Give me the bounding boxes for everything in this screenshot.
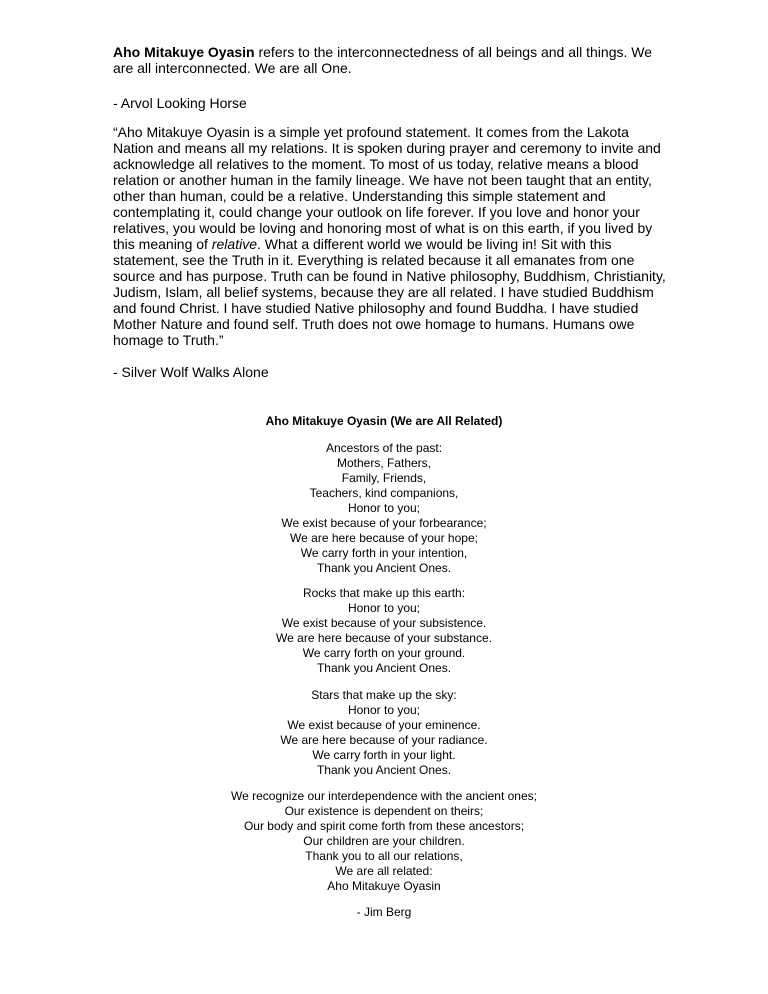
poem-stanza-4 <box>0 789 768 894</box>
poem-line: Family, Friends, <box>341 471 427 485</box>
poem-line: Thank you to all our relations, <box>305 849 463 863</box>
poem-stanza-3 <box>0 688 768 778</box>
poem-line: We are here because of your hope; <box>290 531 478 545</box>
poem-line: Teachers, kind companions, <box>309 486 459 500</box>
poem-stanza-2 <box>0 586 768 676</box>
poem-line: Our body and spirit come forth from these ancestors; <box>243 819 525 833</box>
poem-line: Rocks that make up this earth: <box>302 586 466 600</box>
poem-author: - Jim Berg <box>356 905 412 919</box>
quote-text-end: . What a different world we would be living in! Sit with this statement, see the Truth in it. Everything is related because it all emanates from one source and has purpose. Truth can be found in Native philosophy, Buddhism, Christianity, Judism, Islam, all belief systems, because they are all related. I have studied Buddhism and found Christ. I have studied Native philosophy and found Buddha. I have studied Mother Nature and found self. Truth does not owe homage to humans. Humans owe homage to Truth.” <box>113 236 666 348</box>
poem-line: We are here because of your radiance. <box>280 733 488 747</box>
poem-title: Aho Mitakuye Oyasin (We are All Related) <box>265 414 503 428</box>
poem-line: Honor to you; <box>347 501 421 515</box>
intro-paragraph <box>113 44 673 76</box>
poem-line: Honor to you; <box>347 703 421 717</box>
poem-line: We recognize our interdependence with the ancient ones; <box>231 789 537 803</box>
poem-line: We carry forth in your light. <box>312 748 456 762</box>
intro-text: refers to the interconnectedness of all beings and all things. We are all interconnected. We are all One. <box>113 44 653 76</box>
poem-line: Our children are your children. <box>303 834 465 848</box>
poem-line: Thank you Ancient Ones. <box>316 763 452 777</box>
poem-line: We exist because of your forbearance; <box>281 516 487 530</box>
poem-line: We exist because of your subsistence. <box>281 616 487 630</box>
poem-stanza-1 <box>0 441 768 576</box>
poem-line: We carry forth in your intention, <box>300 546 468 560</box>
poem-line: Mothers, Fathers, <box>336 456 432 470</box>
poem-line: Our existence is dependent on theirs; <box>284 804 484 818</box>
poem-line: Stars that make up the sky: <box>311 688 457 702</box>
poem-line: We are here because of your substance. <box>276 631 492 645</box>
poem-line: We exist because of your eminence. <box>287 718 481 732</box>
poem-line: Aho Mitakuye Oyasin <box>327 879 441 893</box>
intro-bold-phrase: Aho Mitakuye Oyasin <box>113 44 255 60</box>
attribution-arvol: - Arvol Looking Horse <box>113 95 247 111</box>
poem-line: Thank you Ancient Ones. <box>316 561 452 575</box>
quote-italic-word: relative <box>211 236 257 252</box>
attribution-silver-wolf: - Silver Wolf Walks Alone <box>113 364 269 380</box>
poem-line: We are all related: <box>335 864 433 878</box>
poem-line: Honor to you; <box>347 601 421 615</box>
quote-text-start: “Aho Mitakuye Oyasin is a simple yet profound statement. It comes from the Lakota Nation and means all my relations. It is spoken during prayer and ceremony to invite and acknowledge all relatives to the moment. To most of us today, relative means a blood relation or another human in the family lineage. We have not been taught that an entity, other than human, could be a relative. Understanding this simple statement and contemplating it, could change your outlook on life forever. If you love and honor your relatives, you would be loving and honoring most of what is on this earth, if you lived by this meaning of <box>113 124 661 252</box>
quote-paragraph <box>113 124 673 348</box>
poem-line: We carry forth on your ground. <box>302 646 466 660</box>
poem-line: Ancestors of the past: <box>325 441 443 455</box>
poem-line: Thank you Ancient Ones. <box>316 661 452 675</box>
